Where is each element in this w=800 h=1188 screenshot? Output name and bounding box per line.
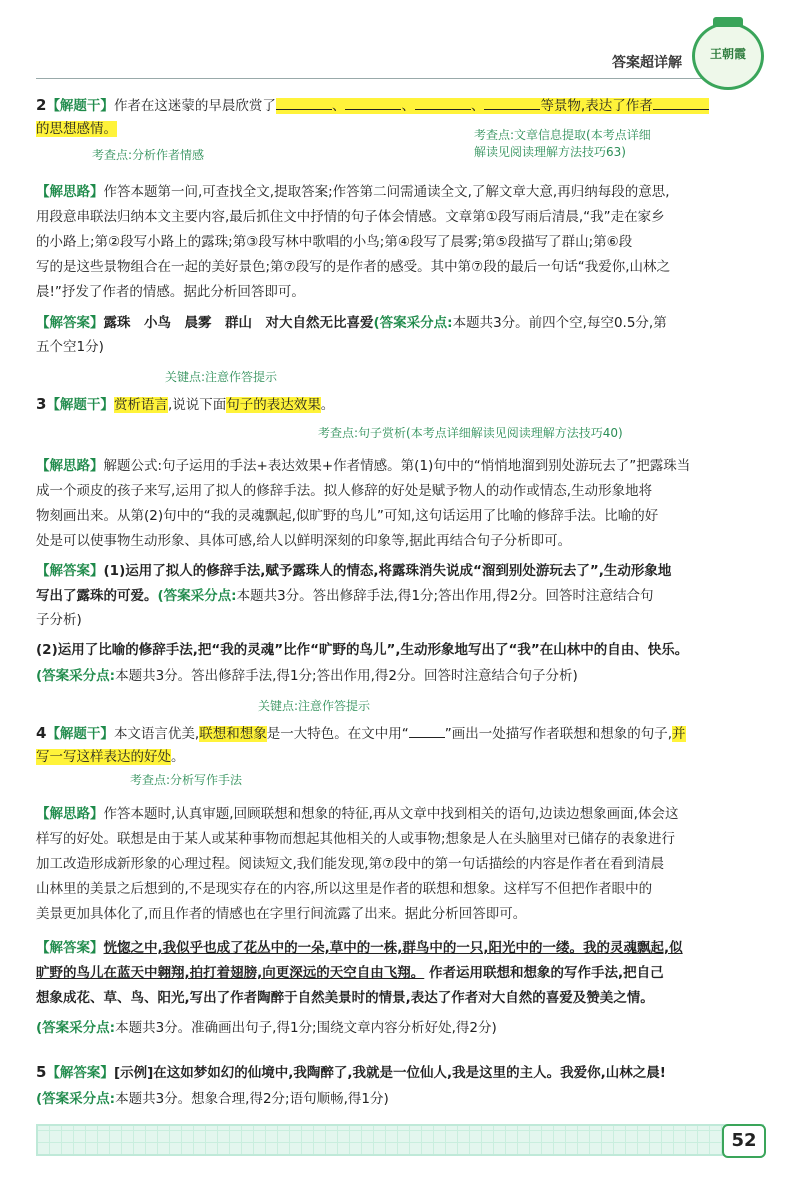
q2-blank-1: [276, 95, 332, 110]
logo-cap-icon: [713, 17, 743, 27]
q2-answer-tag: 【解答案】: [36, 315, 104, 331]
q2-stem: 2【解题干】作者在这迷蒙的早晨欣赏了 、 、 、 等景物,表达了作者: [36, 93, 764, 118]
q5-answer-tag: 【解答案】: [46, 1065, 114, 1081]
q4-answer-tag: 【解答案】: [36, 940, 104, 956]
brand-logo: [692, 22, 764, 90]
q2-score-cont: 五个空1分): [36, 339, 104, 355]
q4-answer-3: 想象成花、草、鸟、阳光,写出了作者陶醉于自然美景时的情景,表达了作者对大自然的喜爱及赞美之情。: [36, 990, 654, 1006]
q3-path-tag: 【解思路】: [36, 458, 104, 474]
q2-answer-text: 露珠 小鸟 晨雾 群山 对大自然无比喜爱: [103, 315, 374, 331]
q2-blank-3: [415, 95, 471, 110]
q2-path-3: 的小路上;第②段写小路上的露珠;第③段写林中歌唱的小鸟;第④段写了晨雾;第⑤段描写了群山;第⑥段: [36, 234, 633, 250]
q4-note-point: 考查点:分析写作手法: [130, 773, 243, 787]
q4-path-1: 【解思路】作答本题时,认真审题,回顾联想和想象的特征,再从文章中找到相关的语句,边读边想象画面,体会这: [36, 806, 679, 822]
q3-path-2: 成一个顽皮的孩子来写,运用了拟人的修辞手法。拟人修辞的好处是赋予物人的动作或情态,生动形象地将: [36, 483, 653, 499]
q3-note-key: 关键点:注意作答提示: [165, 370, 278, 384]
q2-blank-4: [484, 95, 540, 110]
q4-score: (答案采分点:本题共3分。准确画出句子,得1分;围绕文章内容分析好处,得2分): [36, 1020, 497, 1036]
q4-stem-cont: 写一写这样表达的好处。: [36, 749, 185, 765]
q3-path-3: 物刻画出来。从第(2)句中的“我的灵魂飘起,似旷野的鸟儿”可知,这句话运用了比喻的修辞手法。比喻的好: [36, 508, 659, 524]
q2-note-point: 考查点:文章信息提取(本考点详细 解读见阅读理解方法技巧63): [474, 128, 651, 159]
q3-score-1b: 子分析): [36, 612, 82, 628]
q3-answer-1b: 写出了露珠的可爱。(答案采分点:本题共3分。答出修辞手法,得1分;答出作用,得2分。回答时注意结合句: [36, 588, 654, 604]
q2-number: 2: [36, 96, 47, 114]
q3-path-4: 处是可以使事物生动形象、具体可感,给人以鲜明深刻的印象等,据此再结合句子分析即可。: [36, 533, 572, 549]
q2-note-emotion: 考查点:分析作者情感: [92, 148, 205, 162]
q3-stem-tag: 【解题干】: [46, 397, 114, 413]
q2-blank-5: [653, 95, 709, 110]
q2-stem-text-b: 等景物,表达了作者: [540, 98, 653, 114]
q3-number: 3: [36, 395, 47, 413]
q4-answer-1: 【解答案】恍惚之中,我似乎也成了花丛中的一朵,草中的一株,群鸟中的一只,阳光中的一缕。我的灵魂飘起,似: [36, 940, 683, 956]
header-divider: [36, 78, 730, 79]
page-number: 52: [722, 1124, 766, 1158]
q4-answer-2: 旷野的鸟儿在蓝天中翱翔,拍打着翅膀,向更深远的天空自由飞翔。 作者运用联想和想象的写作手法,把自己: [36, 965, 664, 981]
q5-number: 5: [36, 1063, 47, 1081]
q4-path-tag: 【解思路】: [36, 806, 104, 822]
q3-note-point: 考查点:句子赏析(本考点详细解读见阅读理解方法技巧40): [318, 426, 623, 440]
q2-path-4: 写的是这些景物组合在一起的美好景色;第⑦段写的是作者的感受。其中第⑦段的最后一句话“我爱你,山林之: [36, 259, 671, 275]
q3-answer-2: (2)运用了比喻的修辞手法,把“我的灵魂”比作“旷野的鸟儿”,生动形象地写出了“我”在山林中的自由、快乐。: [36, 642, 689, 658]
q3-answer-1: 【解答案】(1)运用了拟人的修辞手法,赋予露珠人的情态,将露珠消失说成“溜到别处游玩去了”,生动形象地: [36, 563, 672, 579]
q3-score-1: 本题共3分。答出修辞手法,得1分;答出作用,得2分。回答时注意结合句: [236, 588, 654, 604]
q3-score-2: (答案采分点:本题共3分。答出修辞手法,得1分;答出作用,得2分。回答时注意结合句子分析): [36, 668, 578, 684]
q4-path-2: 样写的好处。联想是由于某人或某种事物而想起其他相关的人或事物;想象是人在头脑里对已储存的表象进行: [36, 831, 676, 847]
q4-path-4: 山林里的美景之后想到的,不是现实存在的内容,所以这里是作者的联想和想象。这样写不但把作者眼中的: [36, 881, 653, 897]
q2-path-tag: 【解思路】: [36, 184, 104, 200]
q2-stem-text-c: 的思想感情。: [36, 121, 117, 137]
q2-path-5: 晨!”抒发了作者的情感。据此分析回答即可。: [36, 284, 305, 300]
q2-stem-cont: [36, 117, 764, 141]
q4-stem-tag: 【解题干】: [46, 726, 114, 742]
q2-stem-text-a: 作者在这迷蒙的早晨欣赏了: [113, 98, 276, 114]
q4-underline-sample: [409, 723, 445, 738]
q5-score: (答案采分点:本题共3分。想象合理,得2分;语句顺畅,得1分): [36, 1091, 389, 1107]
q3-path-1: 【解思路】解题公式:句子运用的手法+表达效果+作者情感。第(1)句中的“悄悄地溜到别处游玩去了”把露珠当: [36, 458, 691, 474]
q2-path-1: 【解思路】作答本题第一问,可查找全文,提取答案;作答第二问需通读全文,了解文章大意,再归纳每段的意思,: [36, 184, 670, 200]
q2-path-2: 用段意串联法归纳本文主要内容,最后抓住文中抒情的句子体会情感。文章第①段写雨后清晨,“我”走在家乡: [36, 209, 665, 225]
q5-answer: 5【解答案】[示例]在这如梦如幻的仙境中,我陶醉了,我就是一位仙人,我是这里的主人。我爱你,山林之晨!: [36, 1063, 666, 1081]
q2-answer: 【解答案】露珠 小鸟 晨雾 群山 对大自然无比喜爱(答案采分点:本题共3分。前四个空,每空0.5分,第: [36, 315, 667, 331]
logo-text: 王朝霞: [709, 47, 746, 61]
footer-grid-band: [36, 1124, 764, 1156]
header-title: 答案超详解: [612, 55, 682, 71]
q4-path-5: 美景更加具体化了,而且作者的情感也在字里行间流露了出来。据此分析回答即可。: [36, 906, 527, 922]
q2-score: 本题共3分。前四个空,每空0.5分,第: [452, 315, 667, 331]
q4-note-key: 关键点:注意作答提示: [258, 699, 371, 713]
q2-stem-tag: 【解题干】: [46, 98, 114, 114]
q4-path-3: 加工改造形成新形象的心理过程。阅读短文,我们能发现,第⑦段中的第一句话描绘的内容是作者在看到清晨: [36, 856, 665, 872]
q2-blank-2: [345, 95, 401, 110]
q4-stem: 4【解题干】本文语言优美,联想和想象是一大特色。在文中用“ ”画出一处描写作者联想和想象的句子,并: [36, 724, 686, 742]
q3-answer-tag: 【解答案】: [36, 563, 104, 579]
q3-stem: 3【解题干】赏析语言,说说下面句子的表达效果。: [36, 395, 335, 413]
q4-number: 4: [36, 724, 47, 742]
